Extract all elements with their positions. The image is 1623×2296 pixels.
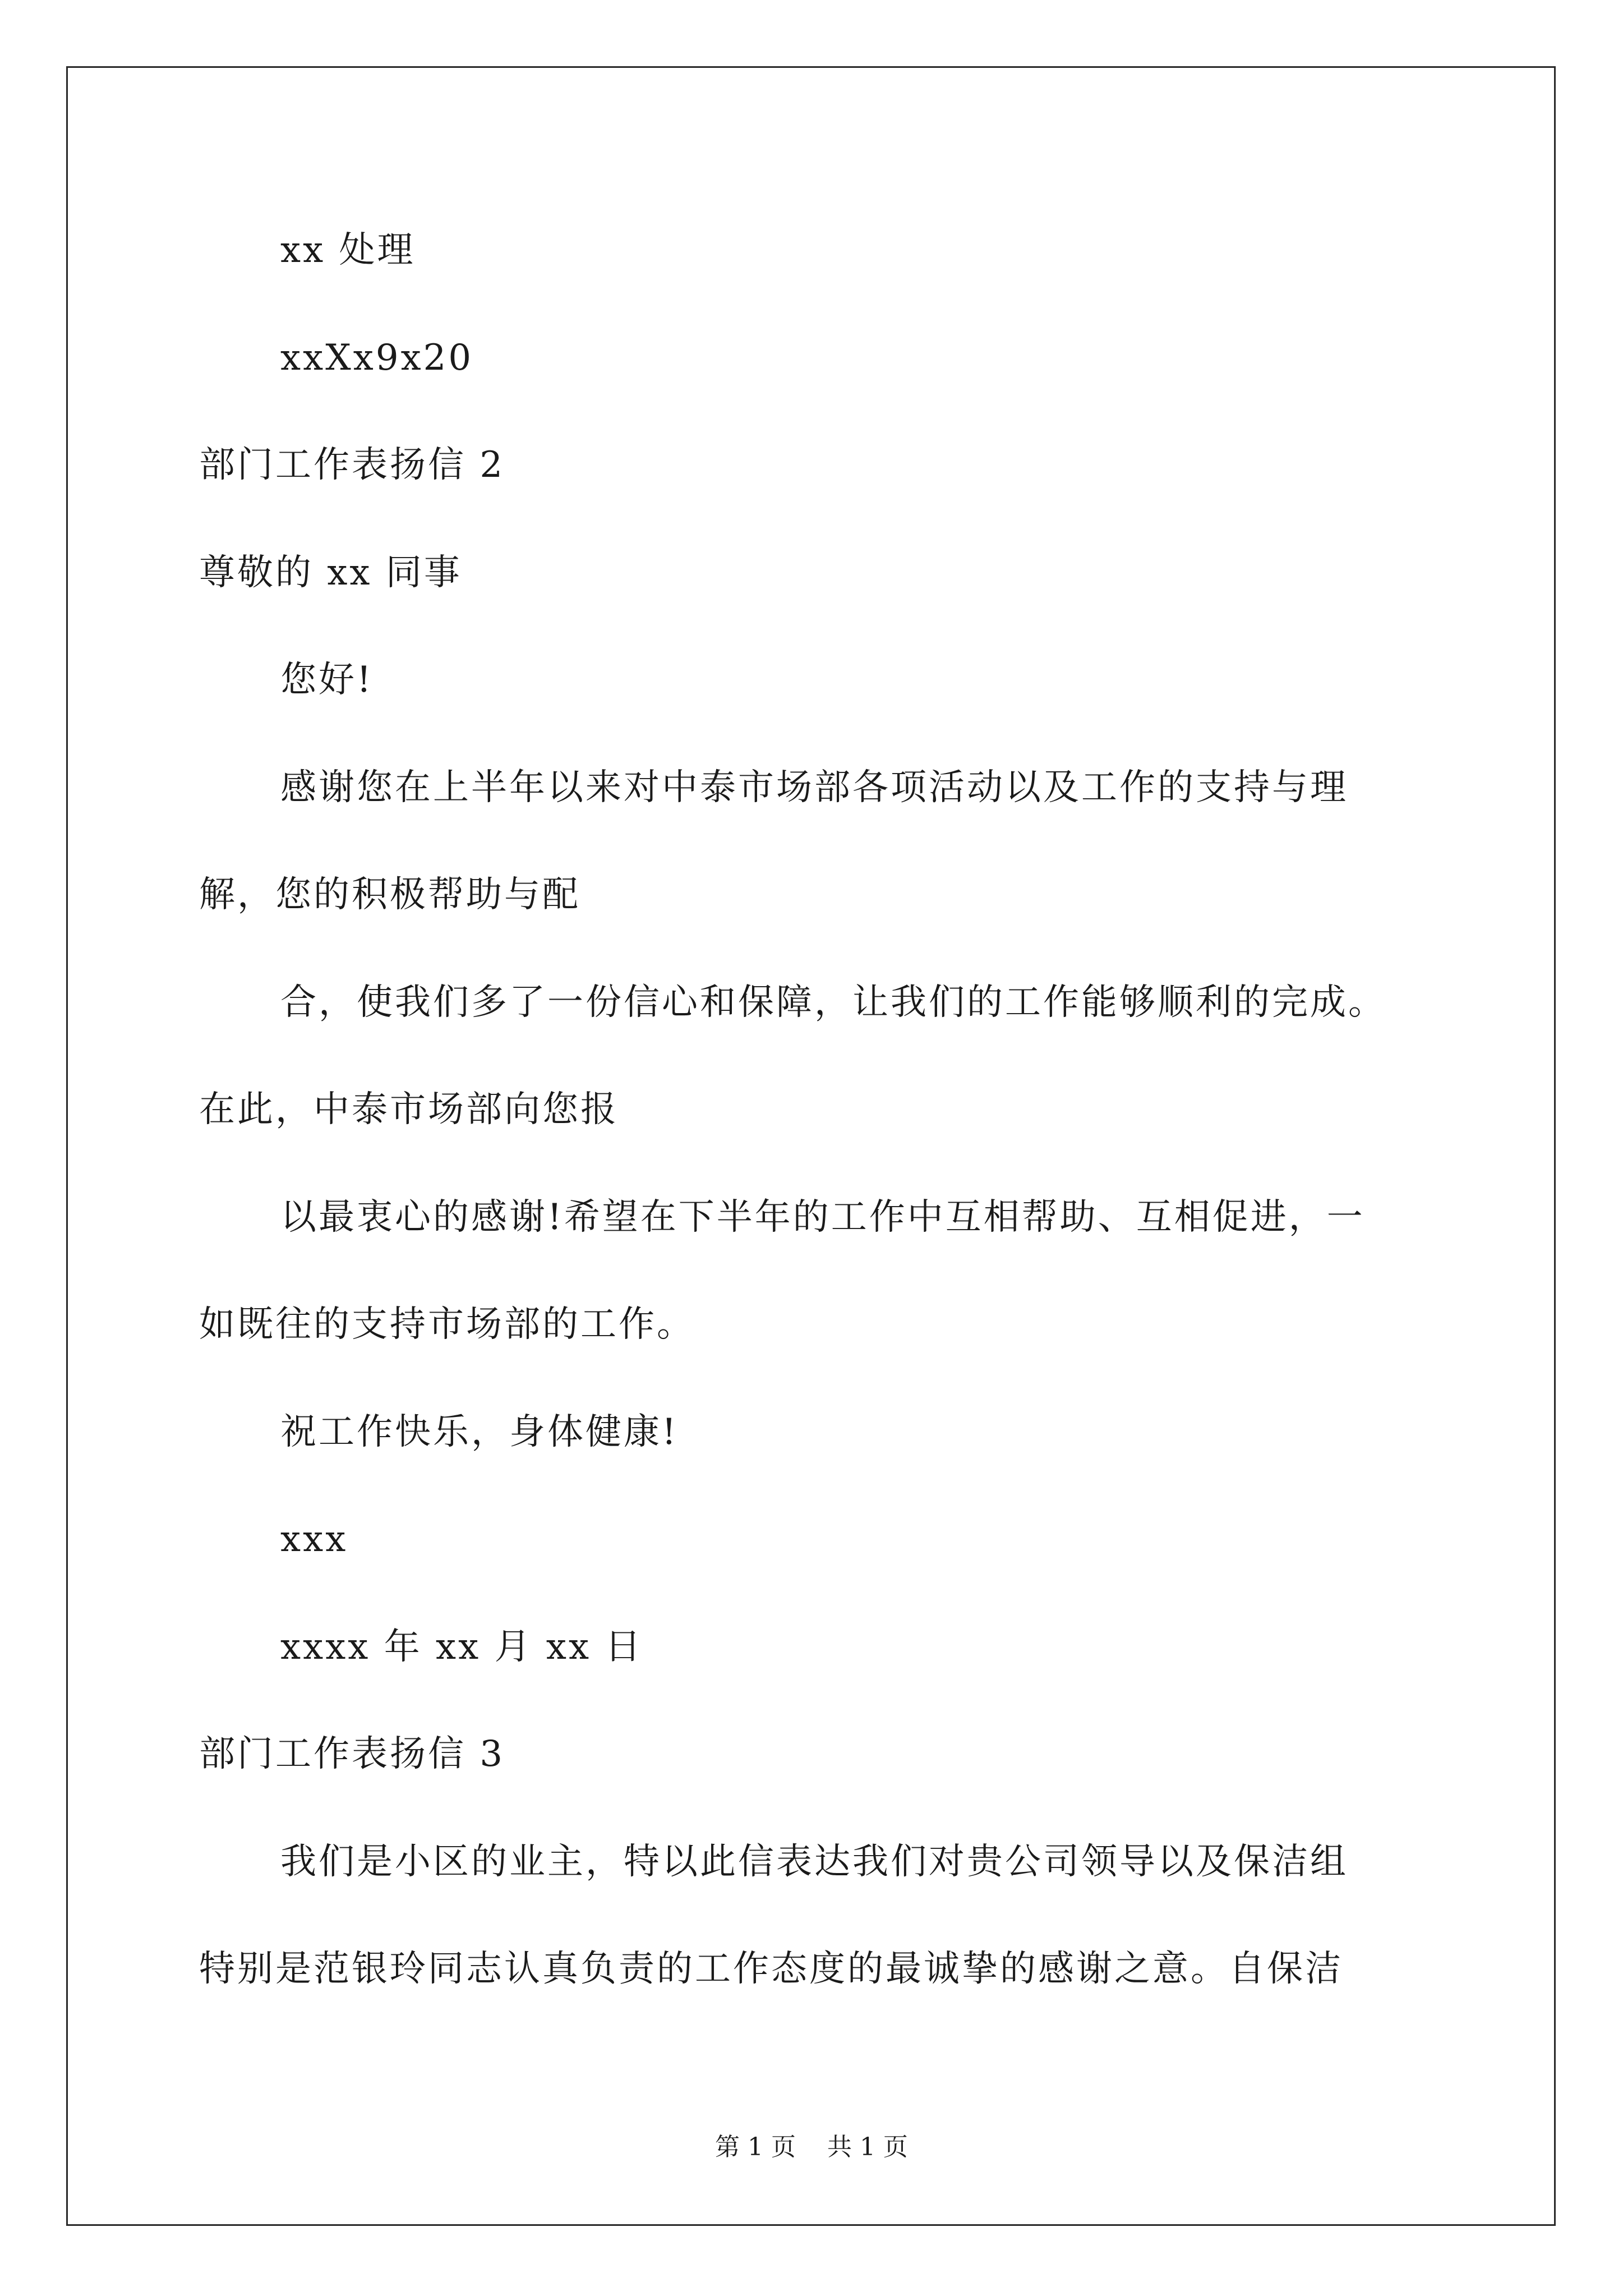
body-paragraph-line: 如既往的支持市场部的工作。 — [199, 1304, 695, 1345]
body-paragraph-line: 合，使我们多了一份信心和保障，让我们的工作能够顺利的完成。 — [280, 982, 1386, 1023]
signature-date: xxxx 年 xx 月 xx 日 — [280, 1626, 643, 1668]
page-border — [66, 66, 1556, 2226]
date-code-line: xxXx9x20 — [280, 337, 474, 379]
salutation: 尊敬的 xx 同事 — [199, 552, 462, 593]
body-paragraph-line: 特别是范银玲同志认真负责的工作态度的最诚挚的感谢之意。自保洁 — [199, 1948, 1343, 1990]
section-heading-2: 部门工作表扬信 2 — [199, 444, 505, 486]
body-paragraph-line: 在此，中泰市场部向您报 — [199, 1089, 619, 1130]
closing-wish: 祝工作快乐，身体健康! — [280, 1411, 679, 1453]
section-heading-3: 部门工作表扬信 3 — [199, 1733, 505, 1775]
signature: xxx — [280, 1519, 348, 1560]
greeting: 您好! — [280, 659, 374, 701]
body-paragraph-line: 我们是小区的业主，特以此信表达我们对贵公司领导以及保洁组 — [280, 1841, 1348, 1883]
body-paragraph-line: 感谢您在上半年以来对中泰市场部各项活动以及工作的支持与理 — [280, 767, 1348, 808]
handler-line: xx 处理 — [280, 229, 416, 271]
page-footer: 第 1 页 共 1 页 — [715, 2133, 908, 2161]
body-paragraph-line: 以最衷心的感谢!希望在下半年的工作中互相帮助、互相促进，一 — [280, 1197, 1365, 1238]
body-paragraph-line: 解，您的积极帮助与配 — [199, 874, 580, 915]
